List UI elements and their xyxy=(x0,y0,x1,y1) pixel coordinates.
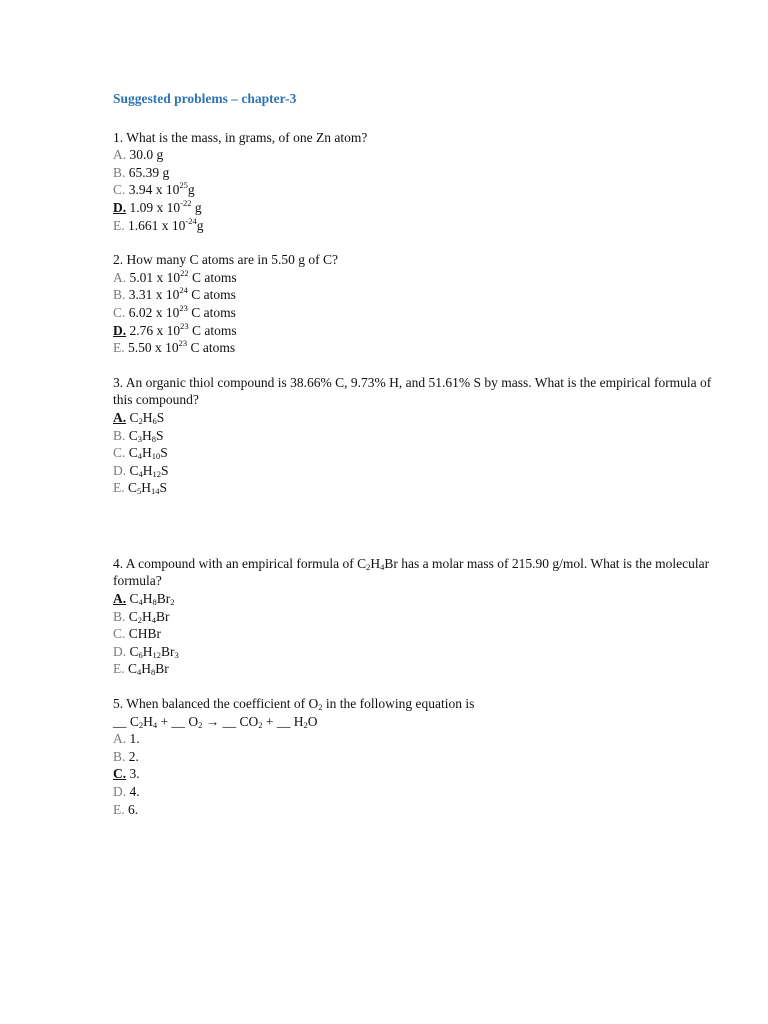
answer-option xyxy=(113,608,733,626)
question-prompt: 5. When balanced the coefficient of $O_2$ in the following equation is xyxy=(113,696,475,713)
answer-option xyxy=(113,286,733,304)
answer-option xyxy=(113,801,733,819)
option-letter: D. xyxy=(113,784,127,799)
option-letter: E. xyxy=(113,661,125,677)
option-text: $C_4H_{12}S$ xyxy=(129,462,169,479)
answer-option xyxy=(113,339,733,357)
correct-answer-letter: D. xyxy=(113,199,127,215)
answer-option xyxy=(113,783,733,801)
option-letter: A. xyxy=(113,147,127,163)
option-text: 5.50 x $10^{23}$ C atoms xyxy=(128,338,236,356)
option-text: $C_5H_{14}S$ xyxy=(128,480,168,497)
option-text: 30.0 g xyxy=(129,147,164,163)
option-text: $C_4H_8Br_2$ xyxy=(129,591,175,608)
document-title: Suggested problems – chapter-3 xyxy=(113,91,297,106)
answer-option xyxy=(113,304,733,322)
question-prompt: 3. An organic thiol compound is 38.66% C, 9.73% H, and 51.61% S by mass. What is the empirical formula of this compound? xyxy=(113,374,712,408)
option-letter: B. xyxy=(113,748,126,764)
option-text: CHBr xyxy=(128,626,162,642)
option-letter: E. xyxy=(113,340,125,356)
option-text: 1. xyxy=(129,731,140,747)
correct-answer-letter: C. xyxy=(113,766,127,782)
question-1 xyxy=(113,129,733,235)
option-letter: C. xyxy=(113,182,126,198)
answer-option xyxy=(113,462,733,480)
option-text: 4. xyxy=(129,784,140,799)
option-text: 3. xyxy=(129,766,140,782)
option-text: 3.94 x $10^{25}g$ xyxy=(128,180,195,198)
option-text: $C_3H_8S$ xyxy=(128,427,164,444)
option-text: 3.31 x $10^{24}$ C atoms xyxy=(128,285,236,303)
correct-answer-letter: A. xyxy=(113,591,127,607)
question-equation: __ $C_2H_4$ + __ $O_2$ → __ $CO_2$ + __ $H_2O$ xyxy=(113,713,318,730)
option-text: 6. xyxy=(128,801,139,817)
question-prompt: 1. What is the mass, in grams, of one Zn atom? xyxy=(113,129,368,145)
option-text: $C_6H_{12}Br_3$ xyxy=(129,643,179,660)
option-text: $C_4H_{10}S$ xyxy=(128,445,168,462)
question-2 xyxy=(113,251,733,357)
answer-option xyxy=(113,409,733,427)
option-letter: C. xyxy=(113,304,126,320)
option-letter: E. xyxy=(113,801,125,817)
question-list xyxy=(113,129,733,819)
answer-option xyxy=(113,164,733,182)
option-letter: C. xyxy=(113,445,126,461)
question-prompt: 2. How many C atoms are in 5.50 g of C? xyxy=(113,252,338,268)
question-3 xyxy=(113,374,733,497)
answer-option xyxy=(113,748,733,766)
question-prompt: 4. A compound with an empirical formula of $C_2H_4Br$ has a molar mass of 215.90 g/mol. What is the molecular formula? xyxy=(113,555,710,589)
document-page xyxy=(113,90,733,835)
option-letter: A. xyxy=(113,731,127,747)
option-letter: D. xyxy=(113,643,127,659)
option-text: $C_4H_8Br$ xyxy=(128,661,169,678)
correct-answer-letter: A. xyxy=(113,409,127,425)
option-letter: B. xyxy=(113,164,126,180)
option-letter: D. xyxy=(113,462,127,478)
answer-option xyxy=(113,479,733,497)
question-5 xyxy=(113,695,733,818)
answer-option xyxy=(113,217,733,235)
answer-option xyxy=(113,146,733,164)
option-letter: E. xyxy=(113,480,125,496)
correct-answer-letter: D. xyxy=(113,322,127,338)
option-letter: B. xyxy=(113,287,126,303)
answer-option xyxy=(113,444,733,462)
answer-option xyxy=(113,590,733,608)
answer-option xyxy=(113,199,733,217)
answer-option xyxy=(113,322,733,340)
option-letter: B. xyxy=(113,427,126,443)
option-text: 5.01 x $10^{22}$ C atoms xyxy=(129,267,237,285)
option-letter: B. xyxy=(113,608,126,624)
option-text: $C_2H_4Br$ xyxy=(128,608,170,625)
option-text: $C_2H_6S$ xyxy=(129,409,165,426)
answer-option xyxy=(113,765,733,783)
answer-option xyxy=(113,643,733,661)
option-text: 2.76 x $10^{23}$ C atoms xyxy=(129,320,237,338)
option-text: 1.661 x $10^{-24}g$ xyxy=(128,215,204,233)
answer-option xyxy=(113,730,733,748)
answer-option xyxy=(113,269,733,287)
answer-option xyxy=(113,427,733,445)
option-text: 65.39 g xyxy=(128,164,170,180)
answer-option xyxy=(113,625,733,643)
question-4 xyxy=(113,555,733,678)
option-text: 1.09 x $10^{-22}$ g xyxy=(129,197,202,215)
answer-option xyxy=(113,660,733,678)
option-letter: A. xyxy=(113,269,127,285)
answer-option xyxy=(113,181,733,199)
option-text: 6.02 x $10^{23}$ C atoms xyxy=(128,302,236,320)
option-letter: E. xyxy=(113,217,125,233)
option-letter: C. xyxy=(113,626,126,642)
option-text: 2. xyxy=(128,748,139,764)
